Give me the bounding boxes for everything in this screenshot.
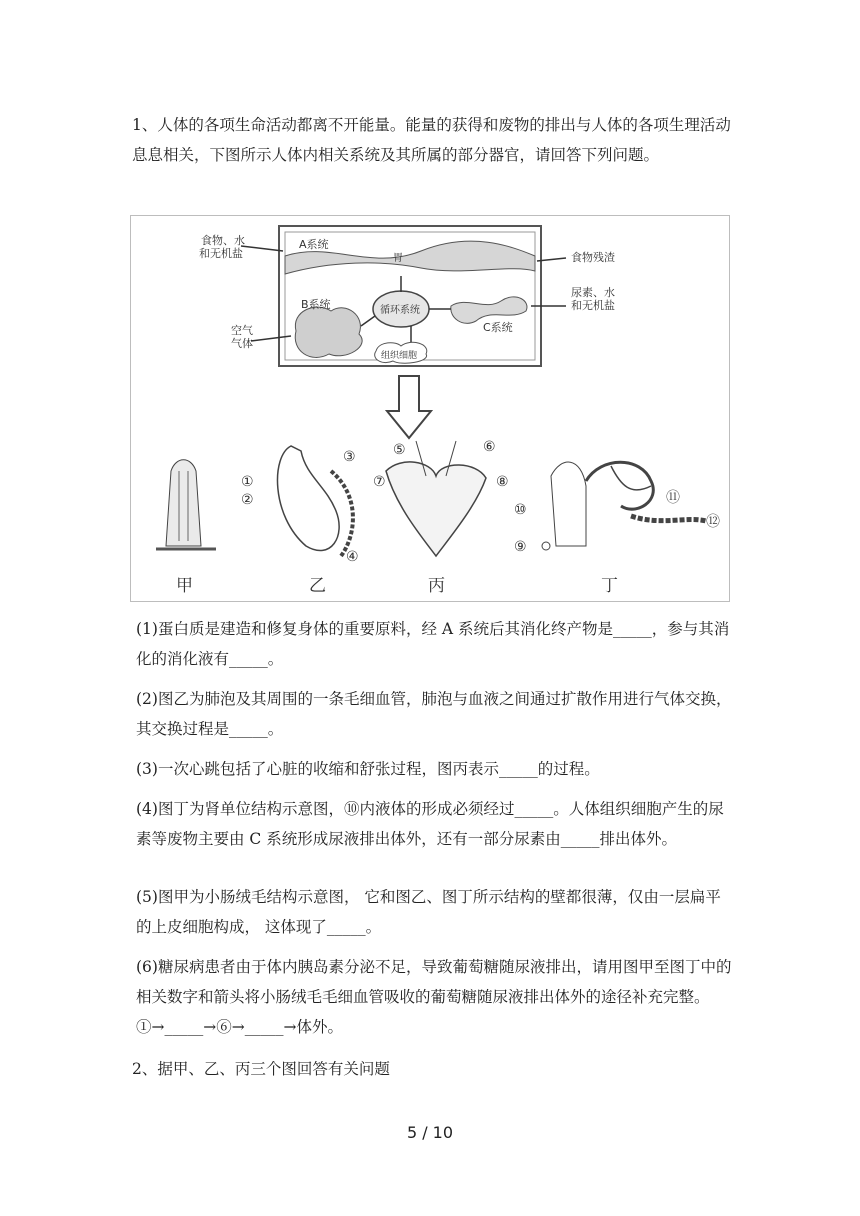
panel-label-yi: 乙 — [309, 576, 326, 596]
label-urea-line1: 尿素、水 — [571, 286, 615, 299]
body-systems-figure — [130, 215, 730, 602]
label-circulation: 循环系统 — [380, 305, 420, 316]
subquestion-2: (2)图乙为肺泡及其周围的一条毛细血管，肺泡与血液之间通过扩散作用进行气体交换，其交换过程是_____。 — [136, 690, 732, 738]
number-2: ② — [241, 492, 254, 508]
label-input-food-line2: 和无机盐 — [199, 247, 243, 260]
panel-label-jia: 甲 — [176, 576, 193, 596]
number-11: ⑪ — [666, 490, 680, 506]
panel-label-bing: 丙 — [428, 576, 445, 596]
number-6: ⑥ — [483, 439, 496, 455]
label-system-b: B系统 — [301, 298, 331, 311]
subquestion-6: (6)糖尿病患者由于体内胰岛素分泌不足，导致葡萄糖随尿液排出，请用图甲至图丁中的相关数字和箭头将小肠绒毛毛细血管吸收的葡萄糖随尿液排出体外的途径补充完整。①→_____→⑥→_____→体外。 — [136, 958, 732, 1036]
label-air — [231, 323, 257, 350]
label-air-line2: 气体 — [231, 337, 253, 350]
question-2-intro: 2、据甲、乙、丙三个图回答有关问题 — [132, 1060, 390, 1078]
number-10: ⑩ — [514, 502, 527, 518]
label-input-food-line1: 食物、水 — [201, 234, 245, 247]
label-urea — [571, 285, 619, 312]
label-urea-line2: 和无机盐 — [571, 299, 615, 312]
number-8: ⑧ — [496, 474, 509, 490]
label-input-food — [199, 233, 249, 260]
page-number: 5 / 10 — [406, 1123, 454, 1142]
label-system-a: A系统 — [299, 238, 329, 251]
subquestion-3: (3)一次心跳包括了心脏的收缩和舒张过程，图丙表示_____的过程。 — [136, 760, 600, 778]
number-3: ③ — [343, 449, 356, 465]
question-1-intro: 1、人体的各项生命活动都离不开能量。能量的获得和废物的排出与人体的各项生理活动息息相关，下图所示人体内相关系统及其所属的部分器官，请回答下列问题。 — [132, 116, 731, 164]
label-air-line1: 空气 — [231, 324, 253, 337]
number-12: ⑫ — [706, 514, 720, 530]
label-food-residue: 食物残渣 — [571, 251, 615, 264]
label-tissue-cells: 组织细胞 — [381, 351, 418, 361]
panel-label-ding: 丁 — [601, 576, 618, 596]
number-4: ④ — [346, 549, 359, 565]
number-7: ⑦ — [373, 474, 386, 490]
label-stomach: 胃 — [393, 253, 403, 264]
number-1: ① — [241, 474, 254, 490]
label-system-c: C系统 — [483, 321, 513, 334]
subquestion-5: (5)图甲为小肠绒毛结构示意图， 它和图乙、图丁所示结构的壁都很薄，仅由一层扁平的上皮细胞构成， 这体现了_____。 — [136, 888, 721, 936]
subquestion-1: (1)蛋白质是建造和修复身体的重要原料，经 A 系统后其消化终产物是_____，参与其消化的消化液有_____。 — [136, 620, 730, 668]
number-9: ⑨ — [514, 539, 527, 555]
number-5: ⑤ — [393, 442, 406, 458]
figure-illustration — [131, 216, 729, 601]
subquestion-4: (4)图丁为肾单位结构示意图，⑩内液体的形成必须经过_____。人体组织细胞产生的尿素等废物主要由 C 系统形成尿液排出体外，还有一部分尿素由_____排出体外。 — [136, 800, 724, 848]
